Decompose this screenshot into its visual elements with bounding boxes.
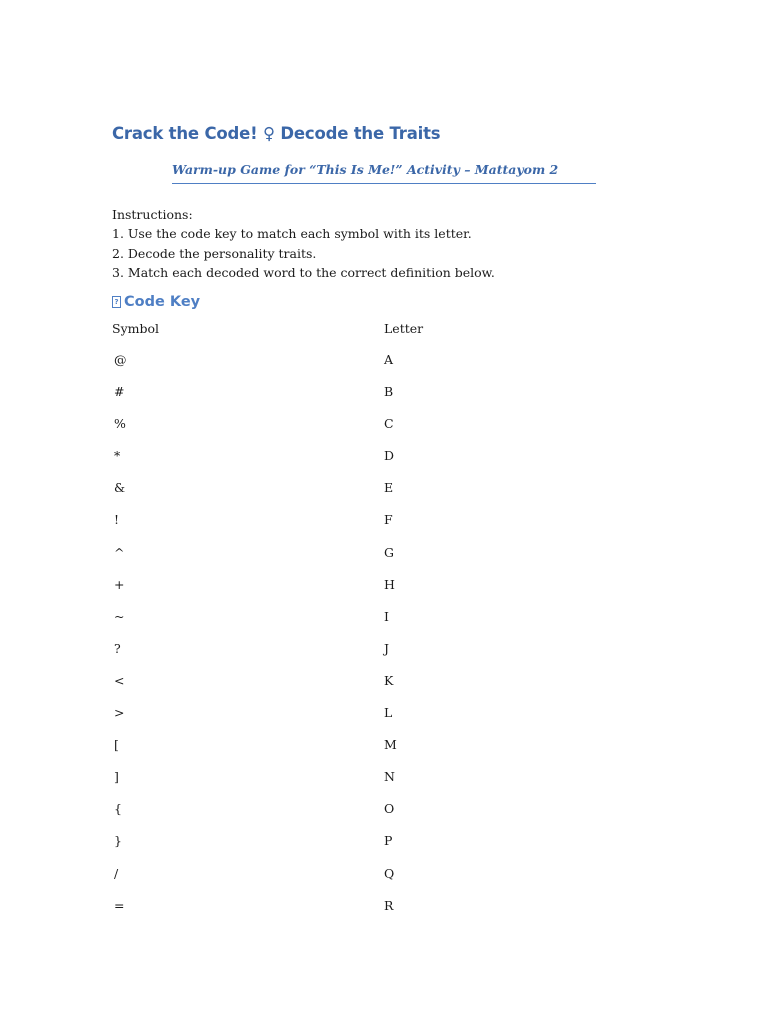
symbol-cell: ~: [114, 608, 125, 624]
letter-cell: J: [384, 640, 390, 656]
letter-cell: N: [384, 769, 395, 785]
letter-cell: C: [384, 416, 394, 432]
letter-cell: R: [384, 897, 394, 913]
letter-cell: K: [384, 672, 394, 688]
letter-cell: O: [384, 801, 395, 817]
table-row: [112, 574, 592, 606]
symbol-cell: %: [114, 416, 126, 432]
table-row: [112, 542, 592, 574]
instructions-block: [112, 205, 495, 282]
symbol-cell: <: [114, 672, 125, 688]
table-row: [112, 606, 592, 638]
table-row: [112, 349, 592, 381]
instruction-step: 2. Decode the personality traits.: [112, 245, 317, 261]
table-row: [112, 895, 592, 927]
symbol-cell: [: [114, 737, 119, 753]
symbol-cell: }: [114, 833, 122, 849]
letter-cell: I: [384, 608, 389, 624]
instruction-step: 1. Use the code key to match each symbol with its letter.: [112, 226, 472, 242]
letter-cell: D: [384, 448, 395, 464]
letter-cell: E: [384, 480, 394, 496]
table-row: [112, 830, 592, 862]
table-row: [112, 766, 592, 798]
table-row: [112, 863, 592, 895]
table-row: [112, 670, 592, 702]
symbol-cell: &: [114, 480, 126, 496]
document-subtitle: Warm-up Game for “This Is Me!” Activity – Mattayom 2: [172, 162, 559, 177]
code-key-heading-label: Code Key: [124, 294, 201, 310]
symbol-cell: *: [114, 448, 121, 464]
symbol-cell: +: [114, 576, 125, 592]
symbol-cell: !: [114, 512, 120, 528]
code-key-table: [112, 318, 592, 927]
table-row: [112, 381, 592, 413]
symbol-cell: #: [114, 384, 125, 400]
table-row: [112, 798, 592, 830]
instructions-heading: Instructions:: [112, 207, 193, 222]
symbol-cell: >: [114, 705, 125, 721]
letter-cell: A: [384, 352, 394, 367]
symbol-cell: {: [114, 801, 122, 817]
table-row: [112, 509, 592, 541]
table-row: [112, 445, 592, 477]
letter-cell: F: [384, 512, 393, 528]
table-row: [112, 638, 592, 670]
letter-cell: H: [384, 576, 395, 592]
symbol-cell: @: [114, 352, 127, 367]
table-header-row: [112, 318, 592, 349]
symbol-cell: ?: [114, 640, 121, 656]
symbol-cell: =: [114, 897, 125, 913]
table-row: [112, 734, 592, 766]
letter-cell: B: [384, 384, 394, 400]
letter-cell: M: [384, 737, 397, 753]
column-header-letter: Letter: [384, 321, 424, 336]
missing-glyph-icon: ?: [112, 296, 121, 308]
symbol-cell: /: [114, 865, 119, 881]
column-header-symbol: Symbol: [112, 321, 160, 336]
symbol-cell: ^: [114, 544, 125, 560]
subtitle-block: [172, 162, 596, 184]
table-row: [112, 702, 592, 734]
letter-cell: Q: [384, 865, 395, 881]
instruction-step: 3. Match each decoded word to the correct definition below.: [112, 264, 495, 280]
document-title: Crack the Code! ♀ Decode the Traits: [112, 124, 441, 143]
letter-cell: L: [384, 705, 393, 721]
letter-cell: G: [384, 544, 394, 560]
code-key-heading: [112, 294, 200, 310]
table-row: [112, 413, 592, 445]
table-row: [112, 477, 592, 509]
letter-cell: P: [384, 833, 393, 849]
symbol-cell: ]: [114, 769, 119, 785]
